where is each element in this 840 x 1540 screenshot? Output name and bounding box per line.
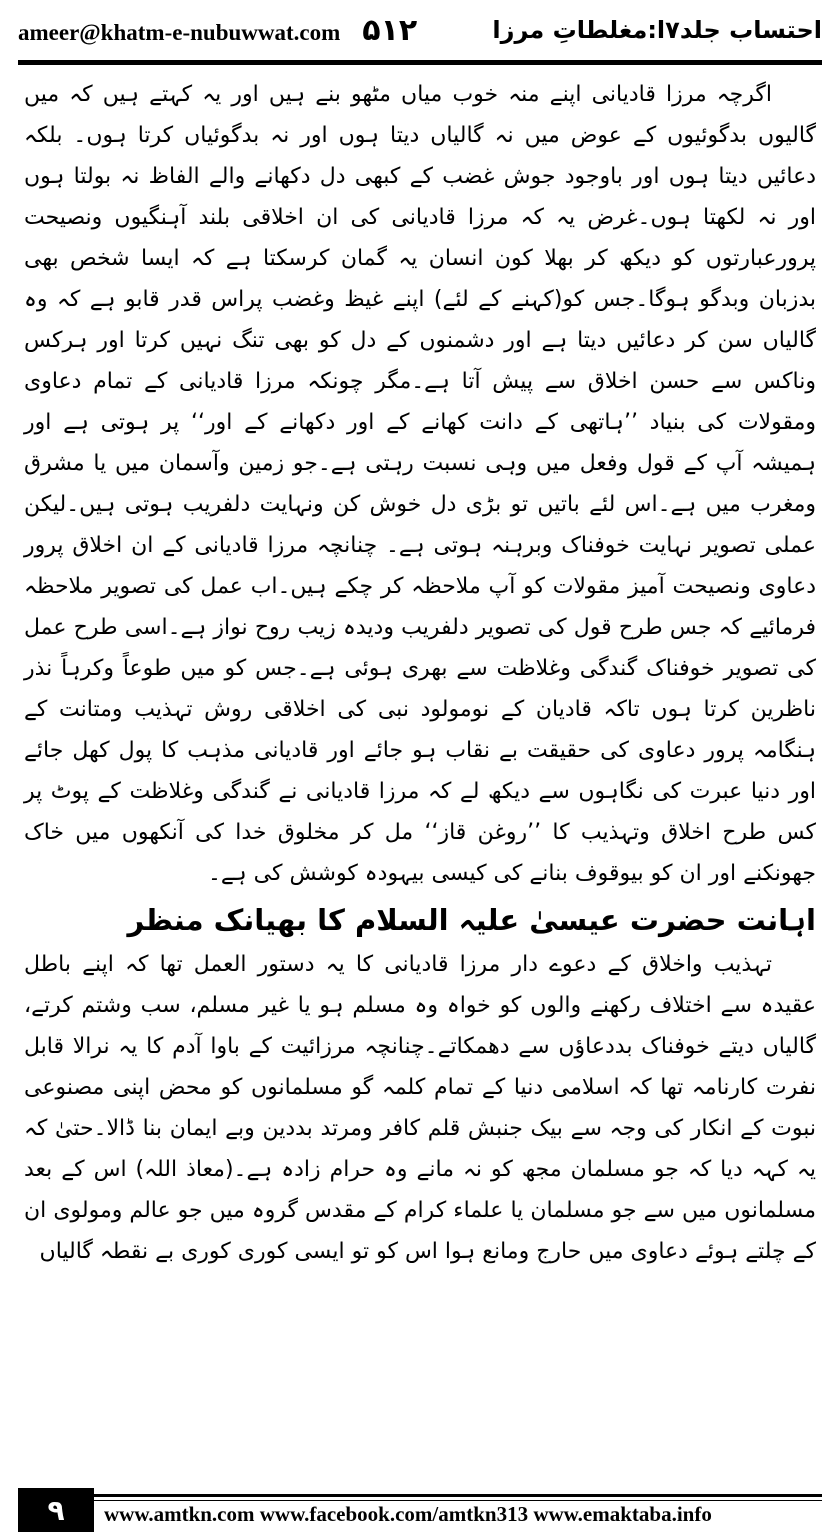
footer-rule-thin <box>94 1500 822 1501</box>
page-footer <box>18 1488 822 1532</box>
body-paragraph-2: تہذیب واخلاق کے دعوے دار مرزا قادیانی کا یہ دستور العمل تھا کہ اپنے باطل عقیدہ سے اختلاف رکھنے والوں کو خواہ وہ مسلم ہو یا غیر مسلم، سب وشتم کرتے، گالیاں دیتے خوفناک بددعاؤں سے دھمکاتے۔چنانچہ مرزائیت کے باوا آدم کا یہ نرالا قابل نفرت کارنامہ تھا کہ اسلامی دنیا کے تمام کلمہ گو مسلمانوں کو محض اپنی مصنوعی نبوت کے انکار کی وجہ سے بیک جنبش قلم کافر ومرتد بددین وبے ایمان بنا ڈالا۔حتیٰ کہ یہ کہہ دیا کہ جو مسلمان مجھ کو نہ مانے وہ حرام زادہ ہے۔(معاذ اللہ) اس کے بعد مسلمانوں میں سے جو مسلمان یا علماء کرام کے مقدس گروہ میں جو عالم ومولوی ان کے چلتے ہوئے دعاوی میں حارج ومانع ہوا اس کو تو ایسی کوری کوری بے نقطہ گالیاں <box>24 952 816 1264</box>
page-body <box>24 74 816 1272</box>
header-left <box>18 13 417 48</box>
folio-number: ۹ <box>18 1488 94 1532</box>
section-heading: اہانت حضرت عیسیٰ علیہ السلام کا بھیانک منظر <box>127 903 816 937</box>
book-title: احتساب جلد۷ا:مغلطاتِ مرزا <box>492 16 822 44</box>
header-rule <box>18 60 822 65</box>
body-paragraph-1: اگرچہ مرزا قادیانی اپنے منہ خوب میاں مٹھو بنے ہیں اور یہ کہتے ہیں کہ میں گالیوں بدگوئیوں کے عوض میں نہ گالیاں دیتا ہوں اور نہ بدگوئیاں کرتا ہوں۔ بلکہ دعائیں دیتا ہوں اور باوجود جوش غضب کے کبھی دل دکھانے والے الفاظ نہ بولتا ہوں اور نہ لکھتا ہوں۔غرض یہ کہ مرزا قادیانی کی ان اخلاقی بلند آہنگیوں ونصیحت پرورعبارتوں کو دیکھ کر بھلا کون انسان یہ گمان کرسکتا ہے کہ ایسا شخص بھی بدزبان وبدگو ہوگا۔جس کو(کہنے کے لئے) اپنے غیظ وغضب پراس قدر قابو ہے کہ وہ گالیاں سن کر دعائیں دیتا ہے اور دشمنوں کے دل کو بھی تنگ نہیں کرتا اور ہرکس وناکس سے حسن اخلاق سے پیش آتا ہے۔مگر چونکہ مرزا قادیانی کے تمام دعاوی ومقولات کی بنیاد ’’ہاتھی کے دانت کھانے کے اور دکھانے کے اور‘‘ پر ہوتی ہے اور ہمیشہ آپ کے قول وفعل میں وہی نسبت رہتی ہے۔جو زمین وآسمان میں یا مشرق ومغرب میں ہے۔اس لئے باتیں تو بڑی دل خوش کن ونہایت دلفریب ہوتی ہیں۔لیکن عملی تصویر نہایت خوفناک وبرہنہ ہوتی ہے۔ چنانچہ مرزا قادیانی کے ان اخلاق پرور دعاوی ونصیحت آمیز مقولات کو آپ ملاحظہ کر چکے ہیں۔اب عمل کی تصویر ملاحظہ فرمائیے کہ جس طرح قول کی تصویر دلفریب ودیدہ زیب روح نواز ہے۔اسی طرح عمل کی تصویر خوفناک گندگی وغلاظت سے بھری ہوئی ہے۔جس کو میں طوعاً وکرہاً نذر ناظرین کرتا ہوں تاکہ قادیان کے نومولود نبی کی اخلاقی روش تہذیب ومتانت کے ہنگامہ پرور دعاوی کی حقیقت بے نقاب ہو جائے اور قادیانی مذہب کا پول کھل جائے اور دنیا عبرت کی نگاہوں سے دیکھ لے کہ مرزا قادیانی نے گندگی وغلاظت کے پوٹ پر کس طرح اخلاق وتہذیب کا ’’روغن قاز‘‘ مل کر مخلوق خدا کی آنکھوں میں خاک جھونکنے اور ان کو بیوقوف بنانے کی کیسی بیہودہ کوشش کی ہے۔ <box>24 82 816 886</box>
footer-links: www.amtkn.com www.facebook.com/amtkn313 www.emaktaba.info <box>104 1502 712 1526</box>
footer-links-area <box>94 1488 822 1532</box>
page-number: ۵۱۲ <box>362 12 418 48</box>
header-email: ameer@khatm-e-nubuwwat.com <box>18 19 341 45</box>
page-header <box>18 10 822 50</box>
footer-rule-thick <box>94 1494 822 1497</box>
